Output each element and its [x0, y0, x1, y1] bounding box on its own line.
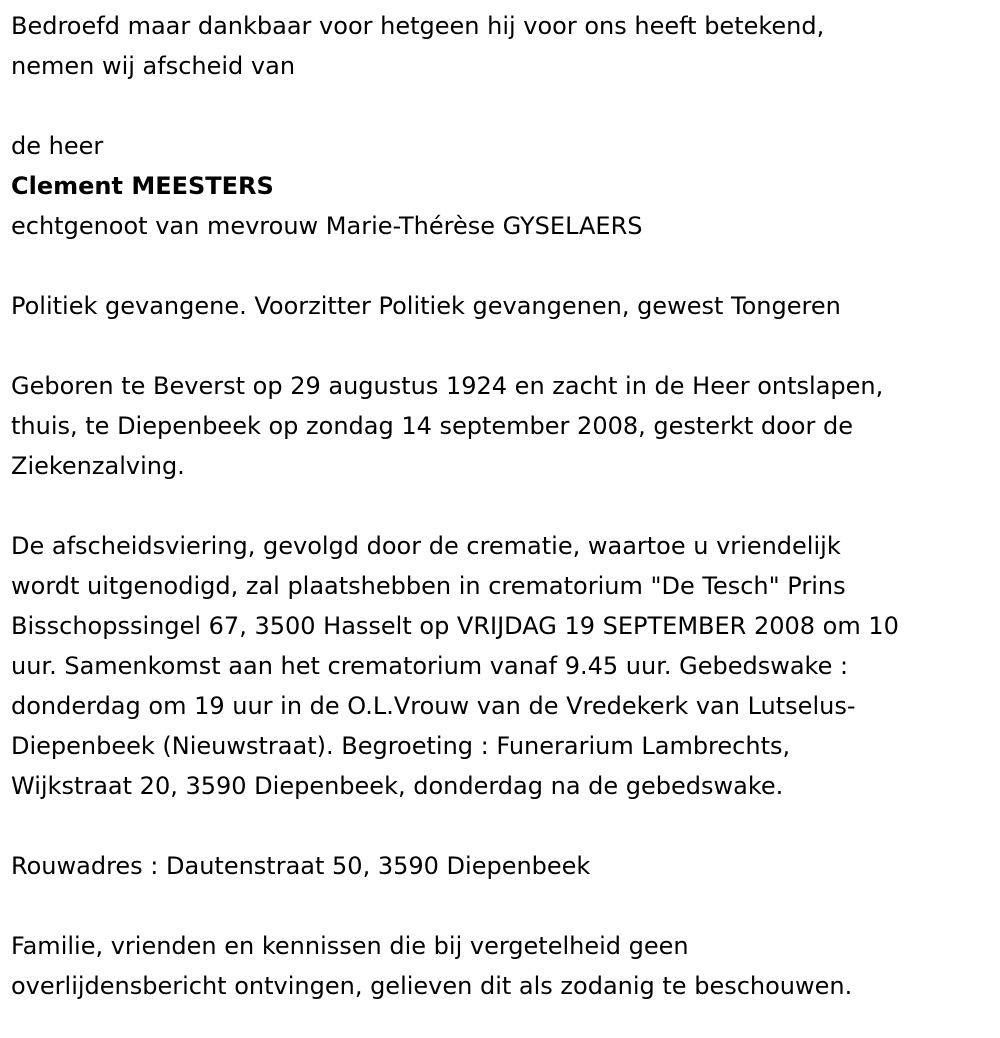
closing-paragraph — [11, 926, 991, 1006]
intro-line-2: nemen wij afscheid van — [11, 52, 296, 80]
birth-death-paragraph — [11, 366, 991, 486]
ceremony-paragraph — [11, 526, 991, 806]
ceremony-line: De afscheidsviering, gevolgd door de crematie, waartoe u vriendelijk — [11, 532, 841, 560]
intro-line-1: Bedroefd maar dankbaar voor hetgeen hij voor ons heeft betekend, — [11, 12, 825, 40]
deceased-block — [11, 126, 991, 246]
spacer — [11, 246, 991, 286]
ceremony-line: uur. Samenkomst aan het crematorium vanaf 9.45 uur. Gebedswake : — [11, 652, 849, 680]
spacer — [11, 886, 991, 926]
birth-death-line: thuis, te Diepenbeek op zondag 14 september 2008, gesterkt door de — [11, 412, 853, 440]
ceremony-line: Wijkstraat 20, 3590 Diepenbeek, donderdag na de gebedswake. — [11, 772, 784, 800]
ceremony-line: Diepenbeek (Nieuwstraat). Begroeting : Funerarium Lambrechts, — [11, 732, 791, 760]
spacer — [11, 486, 991, 526]
birth-death-line: Ziekenzalving. — [11, 452, 185, 480]
obituary-notice — [11, 6, 991, 1006]
spacer — [11, 326, 991, 366]
ceremony-line: Bisschopssingel 67, 3500 Hasselt op VRIJDAG 19 SEPTEMBER 2008 om 10 — [11, 612, 899, 640]
spacer — [11, 86, 991, 126]
deceased-name: Clement MEESTERS — [11, 172, 274, 200]
intro-paragraph — [11, 6, 991, 86]
salutation: de heer — [11, 132, 104, 160]
closing-line: overlijdensbericht ontvingen, gelieven dit als zodanig te beschouwen. — [11, 972, 853, 1000]
mourning-address: Rouwadres : Dautenstraat 50, 3590 Diepenbeek — [11, 852, 591, 880]
birth-death-line: Geboren te Beverst op 29 augustus 1924 en zacht in de Heer ontslapen, — [11, 372, 884, 400]
spouse-line: echtgenoot van mevrouw Marie-Thérèse GYSELAERS — [11, 212, 643, 240]
closing-line: Familie, vrienden en kennissen die bij vergetelheid geen — [11, 932, 689, 960]
title-line: Politiek gevangene. Voorzitter Politiek gevangenen, gewest Tongeren — [11, 292, 841, 320]
spacer — [11, 806, 991, 846]
ceremony-line: donderdag om 19 uur in de O.L.Vrouw van de Vredekerk van Lutselus- — [11, 692, 856, 720]
ceremony-line: wordt uitgenodigd, zal plaatshebben in crematorium "De Tesch" Prins — [11, 572, 846, 600]
